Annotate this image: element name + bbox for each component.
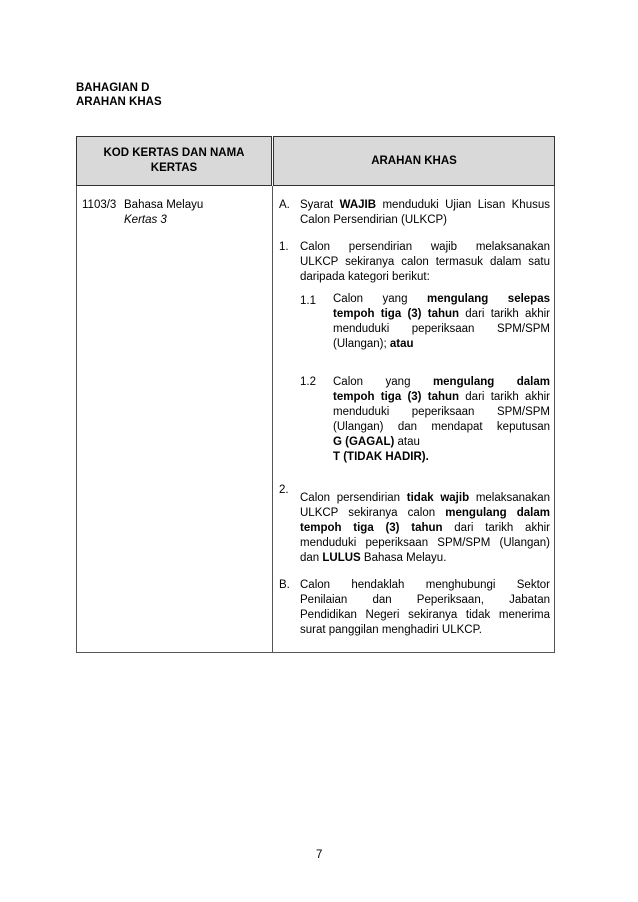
item-marker-b: B. (279, 579, 290, 591)
header-instructions-label: ARAHAN KHAS (371, 155, 457, 167)
table-border-bottom (76, 652, 555, 653)
item-marker-2: 2. (279, 484, 289, 496)
item-1-2-text: Calon yang mengulang dalam tempoh tiga (3) tahun dari tarikh akhir menduduki peperiksaan SPM/SPM (Ulangan) dan mendapat keputusan G (GAGAL) atau T (TIDAK HADIR). (333, 376, 550, 463)
item-marker-1-1: 1.1 (300, 295, 316, 307)
item-marker-1: 1. (279, 241, 289, 253)
table-border-right (554, 186, 555, 653)
item-1-text: Calon persendirian wajib melaksanakan ULKCP sekiranya calon termasuk dalam satu daripada kategori berikut: (300, 241, 550, 283)
header-paper-line1: KOD KERTAS DAN NAMA (103, 147, 245, 159)
item-marker-1-2: 1.2 (300, 376, 316, 388)
item-b-text: Calon hendaklah menghubungi Sektor Penilaian dan Peperiksaan, Jabatan Pendidikan Negeri sekiranya tidak menerima surat panggilan menghadiri ULKCP. (300, 579, 550, 636)
table-border-left (76, 186, 77, 653)
header-cell-paper (76, 136, 272, 186)
header-paper-line2: KERTAS (150, 162, 198, 174)
paper-code: 1103/3 (82, 199, 117, 211)
item-marker-a: A. (279, 199, 290, 211)
item-1-1-text: Calon yang mengulang selepas tempoh tiga (3) tahun dari tarikh akhir menduduki peperiksaan SPM/SPM (Ulangan); atau (333, 293, 550, 350)
item-2-text: Calon persendirian tidak wajib melaksanakan ULKCP sekiranya calon mengulang dalam tempoh tiga (3) tahun dari tarikh akhir menduduki peperiksaan SPM/SPM (Ulangan) dan LULUS Bahasa Melayu. (300, 492, 550, 564)
item-a-text: Syarat WAJIB menduduki Ujian Lisan Khusus Calon Persendirian (ULKCP) (300, 199, 550, 226)
section-heading: BAHAGIAN D (76, 82, 150, 94)
page-number: 7 (316, 849, 323, 861)
header-cell-instructions (273, 136, 555, 186)
paper-name: Kertas 3 (124, 214, 167, 226)
table-border-middle (272, 186, 273, 653)
subject-name: Bahasa Melayu (124, 199, 204, 211)
section-subheading: ARAHAN KHAS (76, 96, 162, 108)
instructions-table (76, 136, 555, 653)
